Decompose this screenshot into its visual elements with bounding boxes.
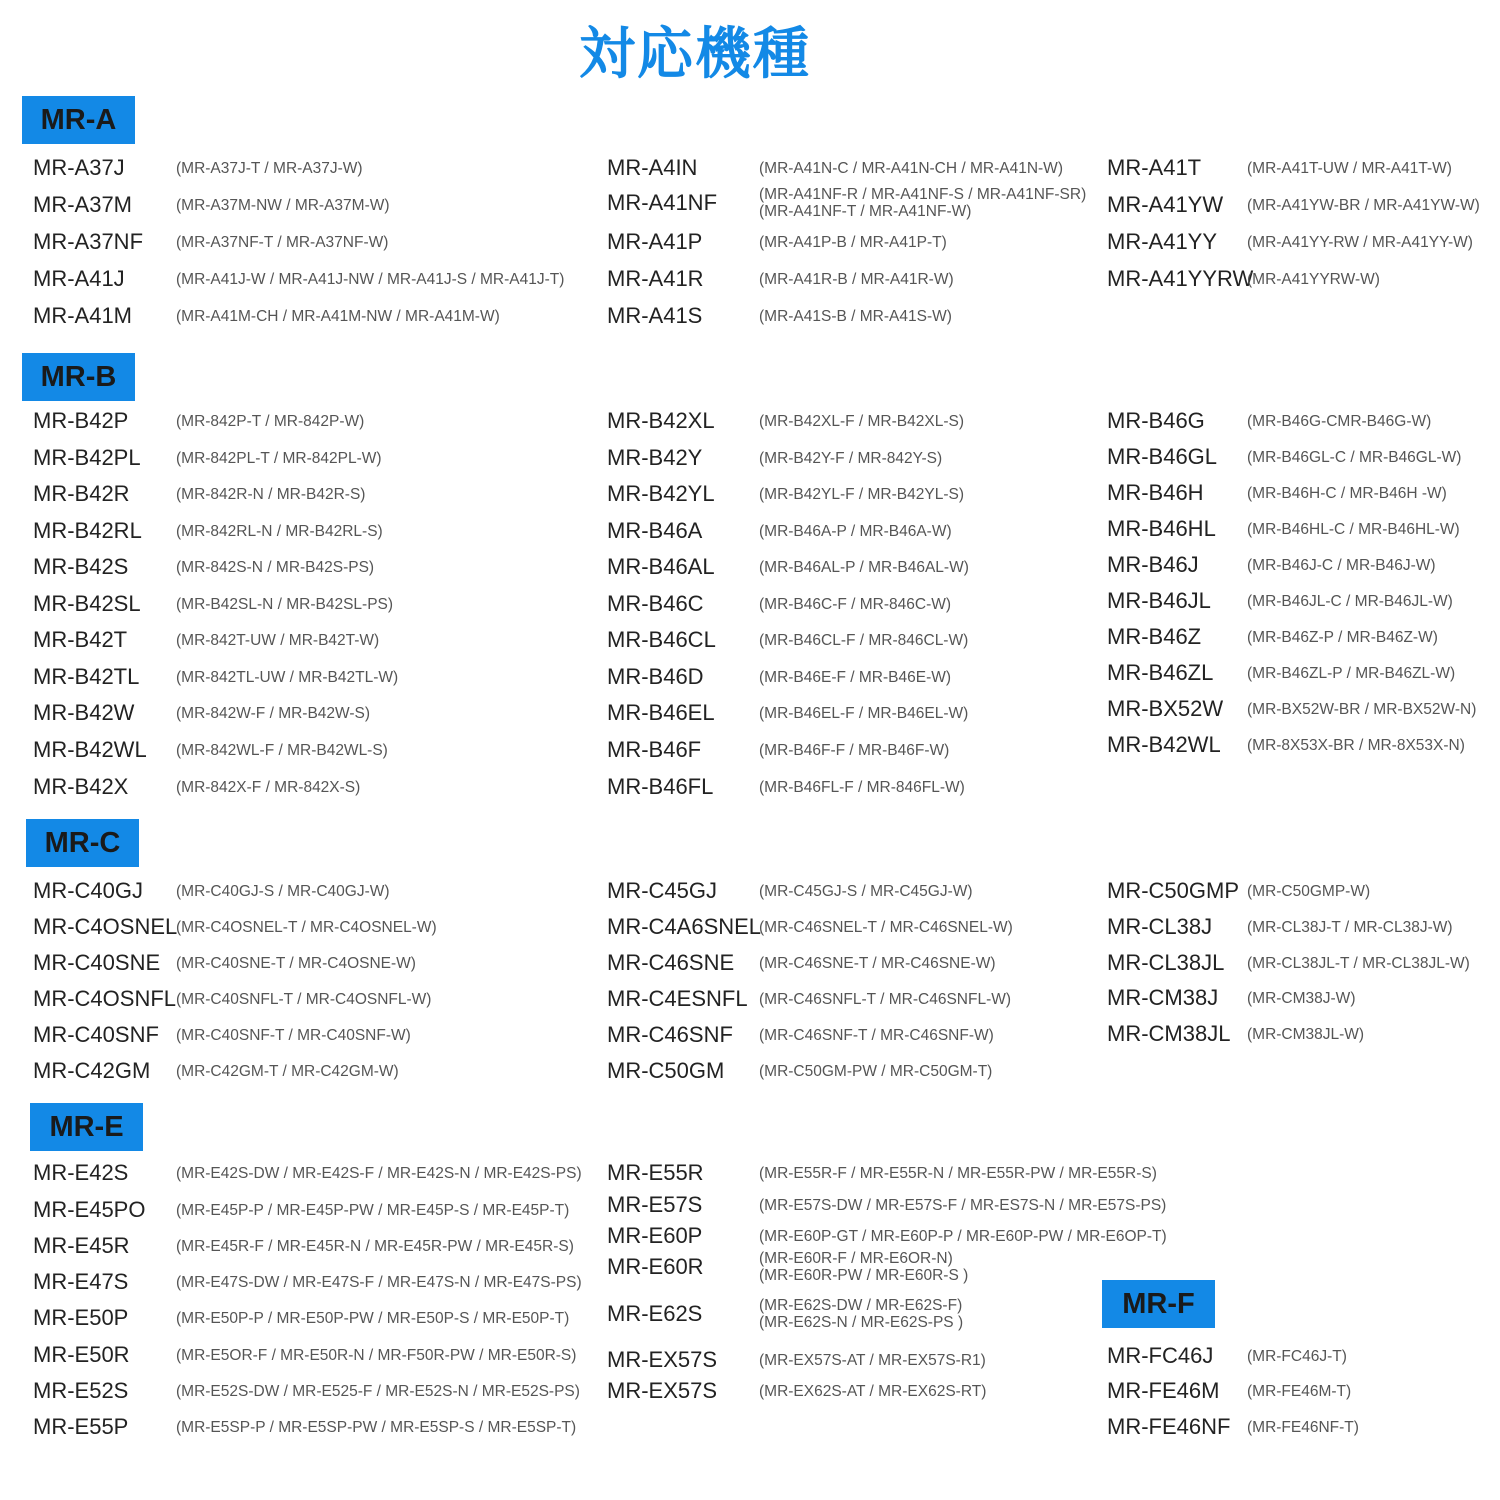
model-variants (1247, 1383, 1351, 1400)
model-name: MR-C45GJ (607, 878, 718, 903)
variant-line: (MR-B46JL-C / MR-B46JL-W) (1247, 592, 1453, 610)
model-name: MR-CL38J (1107, 914, 1213, 939)
variant-line: (MR-BX52W-BR / MR-BX52W-N) (1247, 700, 1477, 718)
variant-line: (MR-B46J-C / MR-B46J-W) (1247, 556, 1436, 574)
variant-line: (MR-B46E-F / MR-B46E-W) (759, 668, 952, 686)
model-variants (759, 160, 1063, 177)
variant-line: (MR-842WL-F / MR-B42WL-S) (176, 741, 388, 759)
model-variants (759, 919, 1013, 936)
model-name: MR-B46A (607, 518, 703, 543)
variant-line: (MR-B46Z-P / MR-B46Z-W) (1247, 628, 1438, 646)
variant-line: (MR-842TL-UW / MR-B42TL-W) (176, 668, 399, 686)
page-title: 対応機種 (579, 22, 811, 87)
variant-line: (MR-A37M-NW / MR-A37M-W) (176, 196, 390, 214)
model-variants (176, 1310, 569, 1327)
model-variants (176, 486, 365, 503)
variant-line: (MR-B46GL-C / MR-B46GL-W) (1247, 448, 1462, 466)
model-name: MR-C4A6SNEL (607, 914, 762, 939)
model-variants (176, 1238, 574, 1255)
variant-line: (MR-EX62S-AT / MR-EX62S-RT) (759, 1382, 987, 1400)
model-variants (176, 705, 370, 722)
model-name: MR-CL38JL (1107, 950, 1225, 975)
model-name: MR-B42SL (33, 591, 141, 616)
variant-line: (MR-E5OR-F / MR-E50R-N / MR-F50R-PW / MR-E50R-S) (176, 1346, 577, 1364)
model-name: MR-EX57S (607, 1378, 718, 1403)
variant-line: (MR-A41P-B / MR-A41P-T) (759, 233, 947, 251)
model-variants (176, 450, 382, 467)
model-variants (1247, 629, 1438, 646)
model-name: MR-A41P (607, 229, 703, 254)
section-badge-mr-c: MR-C (26, 819, 139, 867)
model-variants (759, 1063, 992, 1080)
variant-line: (MR-EX57S-AT / MR-EX57S-R1) (759, 1351, 986, 1369)
model-name: MR-C4ESNFL (607, 986, 748, 1011)
variant-line: (MR-C40SNF-T / MR-C40SNF-W) (176, 1026, 411, 1044)
variant-line: (MR-C50GMP-W) (1247, 882, 1371, 900)
model-name: MR-B42W (33, 700, 135, 725)
model-name: MR-B46GL (1107, 444, 1218, 469)
variant-line: (MR-B46EL-F / MR-B46EL-W) (759, 704, 969, 722)
variant-line: (MR-CL38J-T / MR-CL38J-W) (1247, 918, 1453, 936)
model-name: MR-B42WL (1107, 732, 1221, 757)
model-name: MR-B42P (33, 408, 129, 433)
model-variants (176, 919, 437, 936)
variant-line: (MR-FE46NF-T) (1247, 1418, 1359, 1436)
model-variants (1247, 701, 1476, 718)
variant-line: (MR-C40SNFL-T / MR-C4OSNFL-W) (176, 990, 432, 1008)
model-name: MR-FE46NF (1107, 1414, 1231, 1439)
variant-line: (MR-A41J-W / MR-A41J-NW / MR-A41J-S / MR-A41J-T) (176, 270, 565, 288)
model-variants (1247, 919, 1453, 936)
model-name: MR-B46ZL (1107, 660, 1214, 685)
model-variants (176, 779, 360, 796)
model-name: MR-A41YW (1107, 192, 1224, 217)
variant-line: (MR-842R-N / MR-B42R-S) (176, 485, 366, 503)
model-variants (759, 955, 996, 972)
model-name: MR-B46HL (1107, 516, 1216, 541)
model-name: MR-C46SNE (607, 950, 735, 975)
model-name: MR-B46JL (1107, 588, 1211, 613)
variant-line: (MR-B46AL-P / MR-B46AL-W) (759, 558, 969, 576)
variant-line: (MR-A41YW-BR / MR-A41YW-W) (1247, 196, 1480, 214)
model-name: MR-B46F (607, 737, 702, 762)
variant-line: (MR-842T-UW / MR-B42T-W) (176, 631, 380, 649)
model-variants (1247, 271, 1380, 288)
variant-line: (MR-A41YYRW-W) (1247, 270, 1380, 288)
variant-line: (MR-842W-F / MR-B42W-S) (176, 704, 371, 722)
section-badge-mr-a: MR-A (22, 96, 135, 144)
model-variants (176, 559, 374, 576)
model-name: MR-B42XL (607, 408, 715, 433)
model-variants (1247, 883, 1370, 900)
model-variants (759, 742, 949, 759)
model-variants (759, 1228, 1167, 1245)
variant-line: (MR-E52S-DW / MR-E525-F / MR-E52S-N / MR-E52S-PS) (176, 1382, 580, 1400)
model-name: MR-B42R (33, 481, 130, 506)
variant-line: (MR-FE46M-T) (1247, 1382, 1352, 1400)
model-name: MR-C40SNE (33, 950, 161, 975)
model-variants (1247, 1026, 1364, 1043)
variant-line: (MR-842S-N / MR-B42S-PS) (176, 558, 375, 576)
model-name: MR-C4OSNFL (33, 986, 177, 1011)
model-name: MR-CM38J (1107, 985, 1219, 1010)
variant-line: (MR-B46HL-C / MR-B46HL-W) (1247, 520, 1460, 538)
model-name: MR-A41R (607, 266, 704, 291)
model-variants (1247, 197, 1480, 214)
variant-line: (MR-E60P-GT / MR-E60P-P / MR-E60P-PW / MR-E6OP-T) (759, 1227, 1167, 1245)
model-name: MR-B42Y (607, 445, 703, 470)
model-variants (1247, 521, 1460, 538)
model-name: MR-A41J (33, 266, 125, 291)
model-name: MR-C40GJ (33, 878, 144, 903)
model-name: MR-A37J (33, 155, 125, 180)
variant-line: (MR-E47S-DW / MR-E47S-F / MR-E47S-N / MR-E47S-PS) (176, 1273, 582, 1291)
variant-line: (MR-842P-T / MR-842P-W) (176, 412, 365, 430)
variant-line: (MR-A41R-B / MR-A41R-W) (759, 270, 954, 288)
model-variants (176, 234, 388, 251)
variant-line: (MR-A41S-B / MR-A41S-W) (759, 307, 952, 325)
model-variants (176, 1383, 580, 1400)
model-name: MR-EX57S (607, 1347, 718, 1372)
variant-line: (MR-E5SP-P / MR-E5SP-PW / MR-E5SP-S / MR-E5SP-T) (176, 1418, 577, 1436)
variant-line: (MR-C45GJ-S / MR-C45GJ-W) (759, 882, 973, 900)
model-variants (759, 1383, 986, 1400)
model-name: MR-B42T (33, 627, 128, 652)
model-variants (759, 632, 968, 649)
model-variants (759, 413, 964, 430)
model-name: MR-C4OSNEL (33, 914, 178, 939)
variant-line: (MR-A41T-UW / MR-A41T-W) (1247, 159, 1452, 177)
model-name: MR-A37M (33, 192, 133, 217)
model-variants (759, 1197, 1166, 1214)
model-variants (1247, 665, 1455, 682)
model-name: MR-E60R (607, 1254, 704, 1279)
section-badge-mr-f: MR-F (1102, 1280, 1215, 1328)
variant-line: (MR-B42YL-F / MR-B42YL-S) (759, 485, 964, 503)
model-variants (1247, 955, 1470, 972)
variant-line: (MR-B46ZL-P / MR-B46ZL-W) (1247, 664, 1456, 682)
model-variants (1247, 1419, 1359, 1436)
model-name: MR-E45R (33, 1233, 130, 1258)
model-variants (759, 991, 1011, 1008)
model-variants (176, 669, 398, 686)
variant-line: (MR-E45P-P / MR-E45P-PW / MR-E45P-S / MR-E45P-T) (176, 1201, 570, 1219)
model-name: MR-B46C (607, 591, 704, 616)
variant-line: (MR-C50GM-PW / MR-C50GM-T) (759, 1062, 993, 1080)
model-variants (759, 1250, 968, 1284)
variant-line: (MR-A41M-CH / MR-A41M-NW / MR-A41M-W) (176, 307, 500, 325)
model-name: MR-B42RL (33, 518, 142, 543)
model-name: MR-B46AL (607, 554, 715, 579)
variant-line: (MR-A41YY-RW / MR-A41YY-W) (1247, 233, 1473, 251)
model-variants (176, 883, 390, 900)
model-variants (759, 523, 952, 540)
variant-line: (MR-E45R-F / MR-E45R-N / MR-E45R-PW / MR-E45R-S) (176, 1237, 574, 1255)
model-name: MR-B46EL (607, 700, 715, 725)
variant-line: (MR-E57S-DW / MR-E57S-F / MR-ES7S-N / MR-E57S-PS) (759, 1196, 1167, 1214)
variant-line: (MR-C46SNF-T / MR-C46SNF-W) (759, 1026, 994, 1044)
model-name: MR-A41NF (607, 190, 718, 215)
model-variants (759, 308, 952, 325)
variant-line: (MR-C42GM-T / MR-C42GM-W) (176, 1062, 399, 1080)
variant-line: (MR-E62S-N / MR-E62S-PS ) (759, 1314, 964, 1331)
model-name: MR-B42X (33, 774, 129, 799)
section-badge-mr-b: MR-B (22, 353, 135, 401)
model-variants (759, 779, 965, 796)
model-name: MR-B46CL (607, 627, 716, 652)
model-variants (176, 1419, 576, 1436)
variant-line: (MR-C46SNE-T / MR-C46SNE-W) (759, 954, 996, 972)
model-variants (1247, 1348, 1347, 1365)
model-name: MR-E45PO (33, 1197, 146, 1222)
model-variants (176, 1274, 582, 1291)
model-name: MR-A41S (607, 303, 703, 328)
model-name: MR-E52S (33, 1378, 129, 1403)
model-variants (1247, 449, 1461, 466)
model-name: MR-E60P (607, 1223, 703, 1248)
model-variants (759, 271, 954, 288)
variant-line: (MR-C46SNEL-T / MR-C46SNEL-W) (759, 918, 1013, 936)
model-variants (759, 1297, 963, 1331)
model-variants (176, 632, 379, 649)
variant-line: (MR-A41N-C / MR-A41N-CH / MR-A41N-W) (759, 159, 1063, 177)
model-name: MR-B42YL (607, 481, 715, 506)
variant-line: (MR-E55R-F / MR-E55R-N / MR-E55R-PW / MR-E55R-S) (759, 1164, 1157, 1182)
model-variants (176, 991, 431, 1008)
model-variants (759, 186, 1086, 220)
model-name: MR-A41YYRW (1107, 266, 1254, 291)
model-variants (1247, 485, 1447, 502)
variant-line: (MR-CM38J-W) (1247, 989, 1356, 1007)
model-variants (176, 1063, 399, 1080)
model-variants (759, 596, 951, 613)
variant-line: (MR-B46C-F / MR-846C-W) (759, 595, 952, 613)
model-variants (1247, 557, 1436, 574)
model-variants (1247, 234, 1473, 251)
variant-line: (MR-CL38JL-T / MR-CL38JL-W) (1247, 954, 1470, 972)
model-name: MR-C40SNF (33, 1022, 159, 1047)
model-variants (759, 450, 942, 467)
model-name: MR-B42S (33, 554, 129, 579)
model-name: MR-B46J (1107, 552, 1199, 577)
model-name: MR-BX52W (1107, 696, 1224, 721)
model-name: MR-A37NF (33, 229, 144, 254)
model-variants (176, 160, 363, 177)
variant-line: (MR-C4OSNEL-T / MR-C4OSNEL-W) (176, 918, 437, 936)
model-variants (759, 883, 973, 900)
model-variants (176, 271, 564, 288)
model-name: MR-E55P (33, 1414, 129, 1439)
model-name: MR-A41YY (1107, 229, 1218, 254)
variant-line: (MR-B46FL-F / MR-846FL-W) (759, 778, 965, 796)
variant-line: (MR-C46SNFL-T / MR-C46SNFL-W) (759, 990, 1012, 1008)
model-name: MR-B42TL (33, 664, 140, 689)
variant-line: (MR-C40GJ-S / MR-C40GJ-W) (176, 882, 390, 900)
variant-line: (MR-C40SNE-T / MR-C4OSNE-W) (176, 954, 416, 972)
variant-line: (MR-E62S-DW / MR-E62S-F) (759, 1297, 963, 1314)
model-name: MR-B46Z (1107, 624, 1202, 649)
variant-line: (MR-B46CL-F / MR-846CL-W) (759, 631, 969, 649)
model-variants (176, 1347, 576, 1364)
variant-line: (MR-E60R-PW / MR-E60R-S ) (759, 1267, 969, 1284)
variant-line: (MR-B46A-P / MR-B46A-W) (759, 522, 952, 540)
model-variants (176, 596, 393, 613)
variant-line: (MR-A41NF-R / MR-A41NF-S / MR-A41NF-SR) (759, 186, 1087, 203)
model-name: MR-E57S (607, 1192, 703, 1217)
model-variants (1247, 160, 1452, 177)
model-name: MR-A41T (1107, 155, 1202, 180)
model-name: MR-E55R (607, 1160, 704, 1185)
model-name: MR-B46FL (607, 774, 714, 799)
model-variants (176, 308, 500, 325)
model-name: MR-FC46J (1107, 1343, 1214, 1368)
model-variants (176, 197, 390, 214)
model-variants (176, 1165, 582, 1182)
model-name: MR-E42S (33, 1160, 129, 1185)
variant-line: (MR-842RL-N / MR-B42RL-S) (176, 522, 383, 540)
variant-line: (MR-B46H-C / MR-B46H -W) (1247, 484, 1447, 502)
model-variants (759, 559, 969, 576)
variant-line: (MR-B46F-F / MR-B46F-W) (759, 741, 950, 759)
model-name: MR-C50GMP (1107, 878, 1240, 903)
model-variants (176, 742, 388, 759)
variant-line: (MR-B42Y-F / MR-842Y-S) (759, 449, 943, 467)
model-variants (1247, 737, 1465, 754)
model-name: MR-B42WL (33, 737, 147, 762)
model-name: MR-E50P (33, 1305, 129, 1330)
variant-line: (MR-B46G-CMR-B46G-W) (1247, 412, 1432, 430)
model-variants (176, 1027, 411, 1044)
variant-line: (MR-A37NF-T / MR-A37NF-W) (176, 233, 389, 251)
variant-line: (MR-842X-F / MR-842X-S) (176, 778, 361, 796)
model-name: MR-C50GM (607, 1058, 725, 1083)
model-name: MR-FE46M (1107, 1378, 1220, 1403)
model-variants (176, 1202, 569, 1219)
model-variants (1247, 413, 1431, 430)
variant-line: (MR-CM38JL-W) (1247, 1025, 1365, 1043)
variant-line: (MR-A37J-T / MR-A37J-W) (176, 159, 363, 177)
section-badge-mr-e: MR-E (30, 1103, 143, 1151)
model-name: MR-E62S (607, 1301, 703, 1326)
model-variants (1247, 990, 1355, 1007)
model-variants (759, 1165, 1157, 1182)
model-variants (176, 523, 383, 540)
model-name: MR-E50R (33, 1342, 130, 1367)
model-variants (1247, 593, 1453, 610)
variant-line: (MR-B42SL-N / MR-B42SL-PS) (176, 595, 394, 613)
variant-line: (MR-8X53X-BR / MR-8X53X-N) (1247, 736, 1465, 754)
variant-line: (MR-FC46J-T) (1247, 1347, 1347, 1365)
model-variants (759, 1027, 994, 1044)
variant-line: (MR-842PL-T / MR-842PL-W) (176, 449, 382, 467)
model-variants (759, 234, 947, 251)
model-name: MR-A4IN (607, 155, 698, 180)
model-name: MR-A41M (33, 303, 133, 328)
model-variants (176, 955, 416, 972)
model-variants (759, 486, 964, 503)
variant-line: (MR-B42XL-F / MR-B42XL-S) (759, 412, 964, 430)
variant-line: (MR-A41NF-T / MR-A41NF-W) (759, 203, 972, 220)
variant-line: (MR-E42S-DW / MR-E42S-F / MR-E42S-N / MR-E42S-PS) (176, 1164, 582, 1182)
model-name: MR-C46SNF (607, 1022, 733, 1047)
model-name: MR-E47S (33, 1269, 129, 1294)
variant-line: (MR-E60R-F / MR-E6OR-N) (759, 1250, 953, 1267)
model-variants (759, 669, 951, 686)
model-variants (759, 705, 968, 722)
model-variants (176, 413, 364, 430)
model-name: MR-B46H (1107, 480, 1204, 505)
model-name: MR-C42GM (33, 1058, 151, 1083)
model-name: MR-B42PL (33, 445, 141, 470)
model-name: MR-B46G (1107, 408, 1205, 433)
variant-line: (MR-E50P-P / MR-E50P-PW / MR-E50P-S / MR-E50P-T) (176, 1309, 570, 1327)
model-name: MR-CM38JL (1107, 1021, 1231, 1046)
model-name: MR-B46D (607, 664, 704, 689)
model-variants (759, 1352, 986, 1369)
